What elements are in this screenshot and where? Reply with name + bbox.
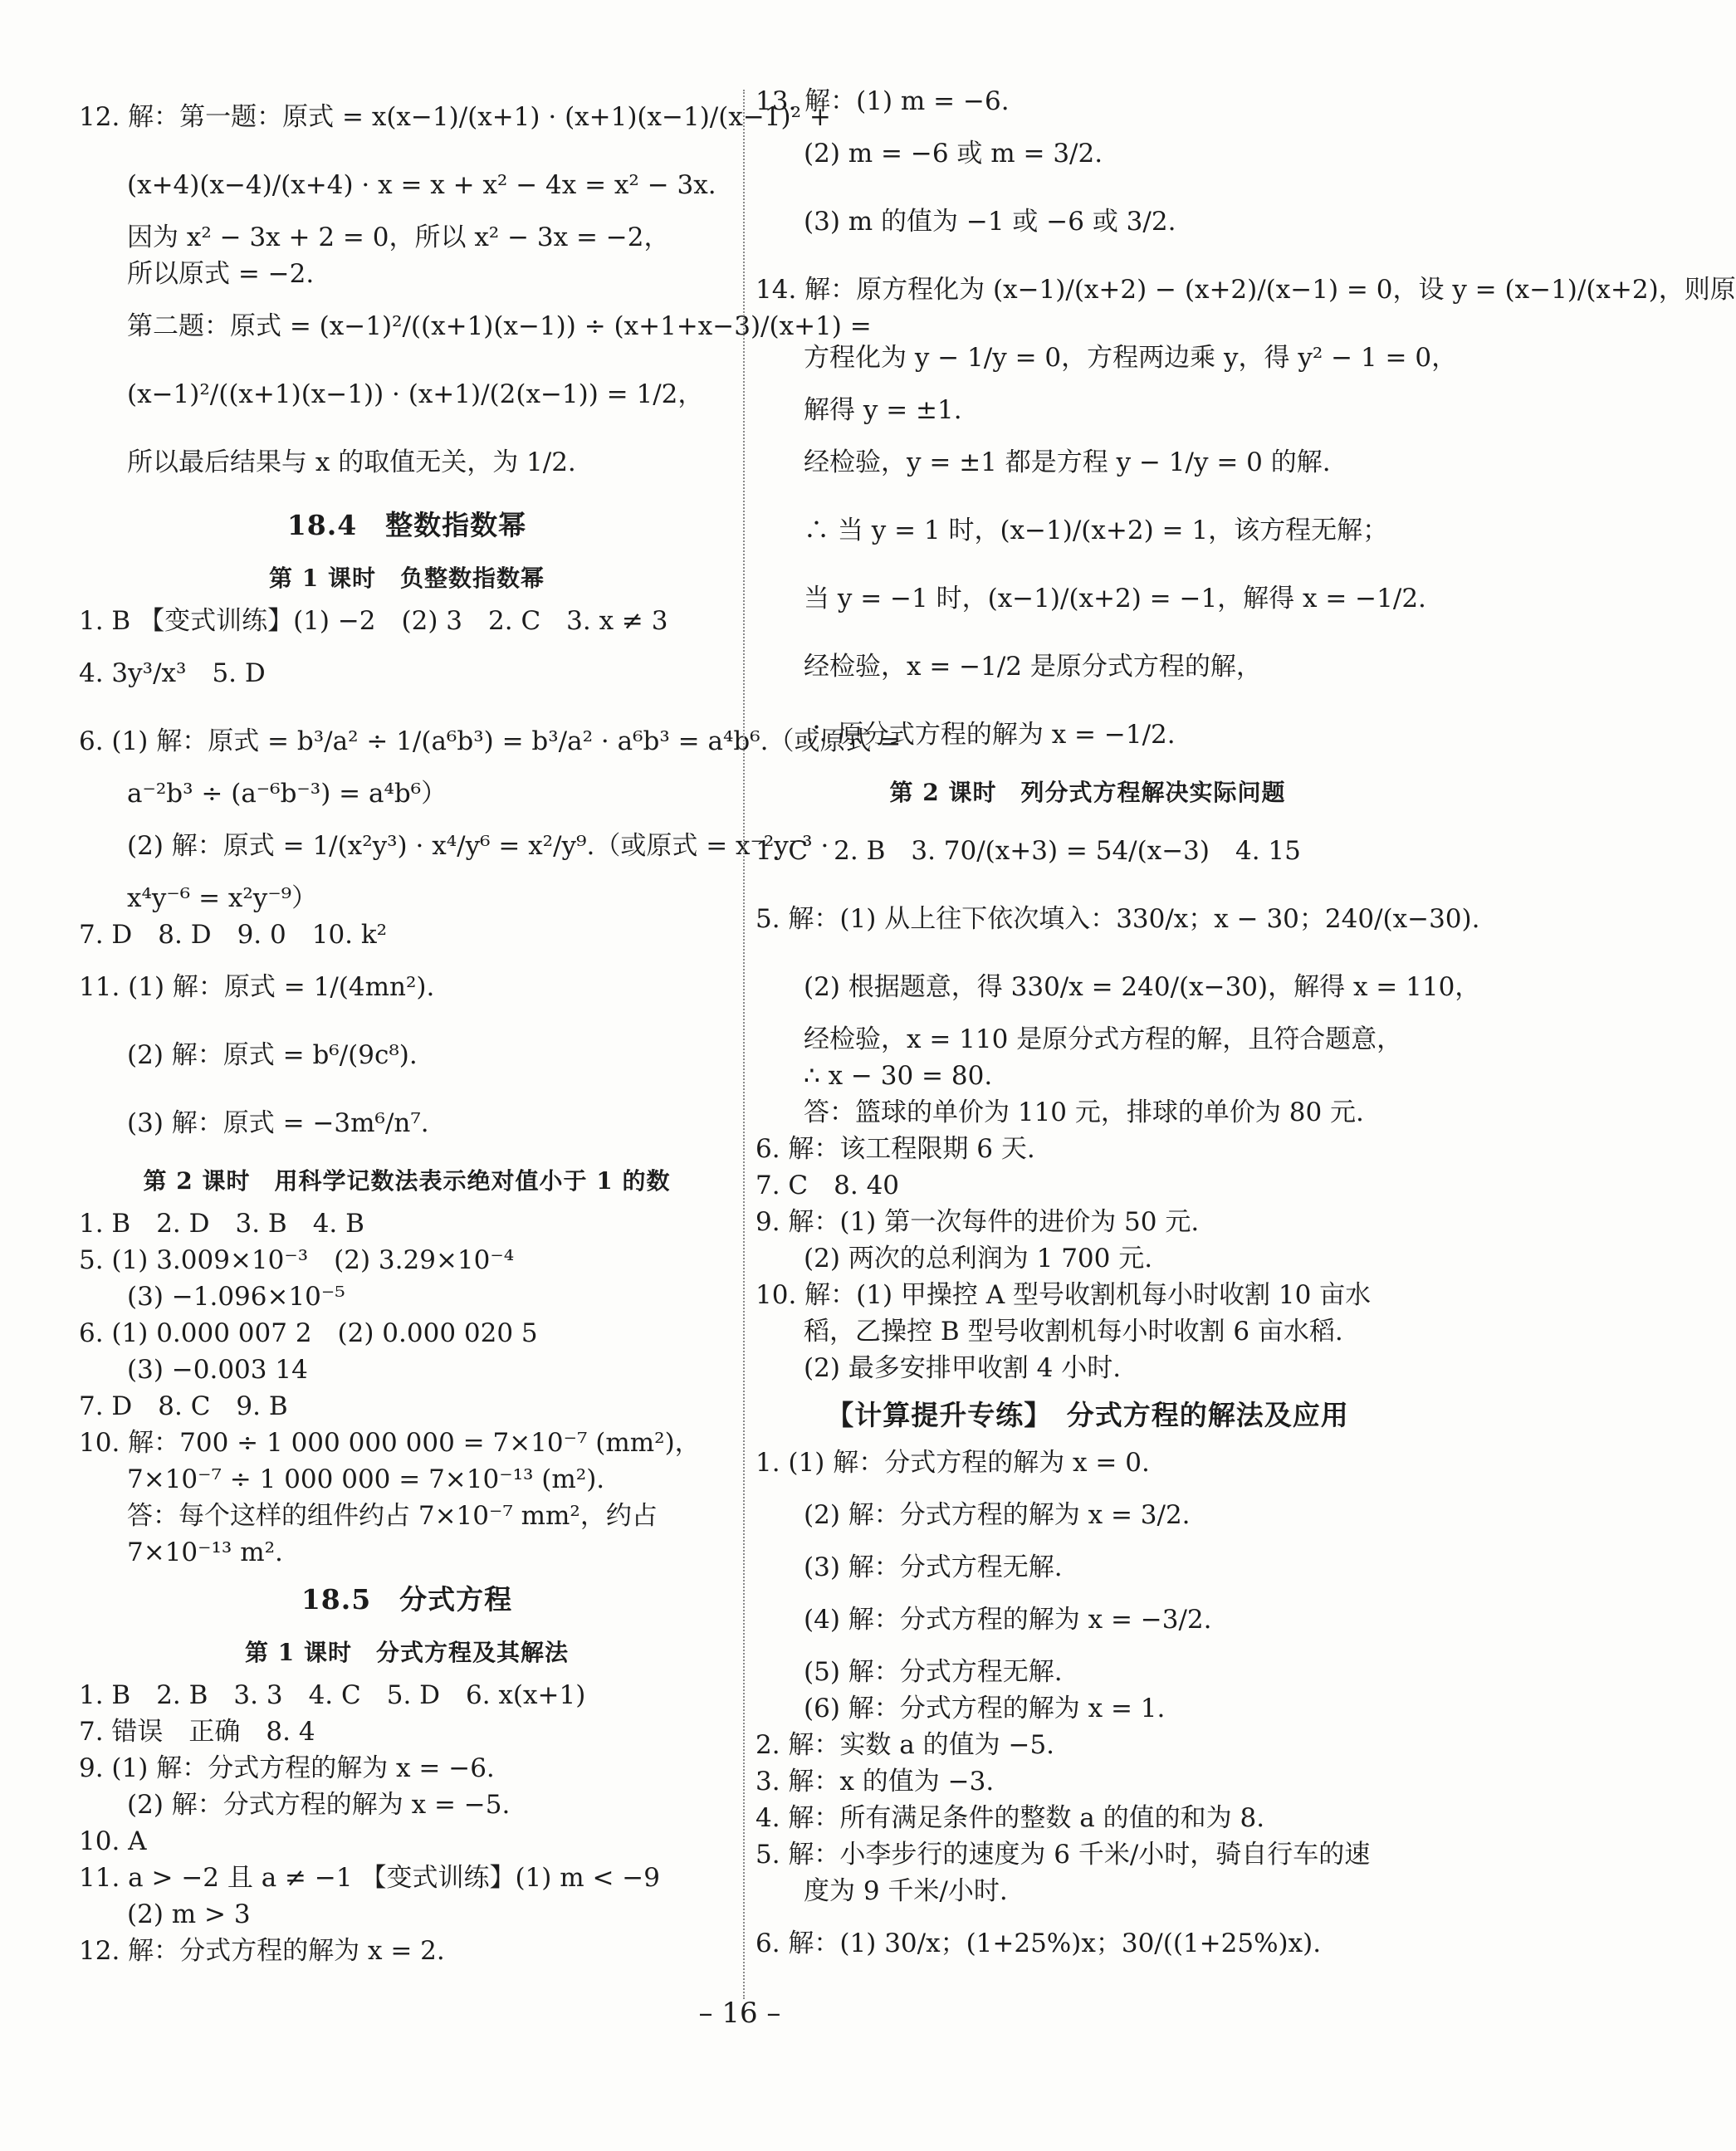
answer-line: (2) 解：原式 = 1/(x²y³) · x⁴/y⁶ = x²/y⁹.（或原式 = x⁻²y⁻³ · — [127, 831, 829, 861]
answer-line: 3. 解：x 的值为 −3. — [756, 1767, 995, 1797]
lesson-heading: 第 1 课时 负整数指数幂 — [269, 565, 545, 592]
answer-line: 11. (1) 解：原式 = 1/(4mn²). — [79, 972, 435, 1002]
answer-line: 经检验，x = 110 是原分式方程的解，且符合题意， — [804, 1024, 1403, 1054]
right-column — [756, 83, 1736, 1977]
answer-line: 1. (1) 解：分式方程的解为 x = 0. — [756, 1448, 1150, 1478]
answer-line: (6) 解：分式方程的解为 x = 1. — [804, 1694, 1166, 1723]
section-heading: 18.5 分式方程 — [301, 1583, 513, 1616]
answer-line: 解得 y = ±1. — [804, 395, 962, 425]
answer-line: 经检验，x = −1/2 是原分式方程的解， — [804, 652, 1262, 682]
page-number: – 16 – — [698, 1997, 781, 2030]
answer-line: (4) 解：分式方程的解为 x = −3/2. — [804, 1605, 1212, 1635]
answer-line: 10. 解：700 ÷ 1 000 000 000 = 7×10⁻⁷ (mm²)， — [79, 1428, 701, 1458]
answer-line: ∴ 原分式方程的解为 x = −1/2. — [804, 720, 1176, 750]
answer-line: 当 y = −1 时，(x−1)/(x+2) = −1，解得 x = −1/2. — [804, 584, 1426, 614]
answer-line: 5. 解：小李步行的速度为 6 千米/小时，骑自行车的速 — [756, 1840, 1371, 1870]
answer-line: (5) 解：分式方程无解. — [804, 1657, 1063, 1687]
answer-line: 2. 解：实数 a 的值为 −5. — [756, 1730, 1055, 1760]
answer-line: 6. (1) 0.000 007 2 (2) 0.000 020 5 — [79, 1318, 538, 1348]
answer-line: 1. C 2. B 3. 70/(x+3) = 54/(x−3) 4. 15 — [756, 836, 1301, 866]
answer-line: 14. 解：原方程化为 (x−1)/(x+2) − (x+2)/(x−1) = 0，设 y = (x−1)/(x+2)，则原 — [756, 275, 1736, 305]
answer-line: (3) −0.003 14 — [127, 1355, 308, 1385]
answer-line: (2) 根据题意，得 330/x = 240/(x−30)，解得 x = 110， — [804, 972, 1481, 1002]
answer-line: x⁴y⁻⁶ = x²y⁻⁹） — [127, 883, 318, 913]
answer-line: 经检验，y = ±1 都是方程 y − 1/y = 0 的解. — [804, 447, 1331, 477]
answer-line: (3) 解：分式方程无解. — [804, 1552, 1063, 1582]
answer-line: 所以最后结果与 x 的取值无关，为 1/2. — [127, 447, 576, 477]
answer-line: 5. 解：(1) 从上往下依次填入：330/x；x − 30；240/(x−30). — [756, 904, 1480, 934]
lesson-heading: 第 1 课时 分式方程及其解法 — [245, 1639, 569, 1666]
answer-line: 7. D 8. C 9. B — [79, 1391, 288, 1421]
answer-line: 1. B 2. D 3. B 4. B — [79, 1209, 364, 1239]
answer-line: 第二题：原式 = (x−1)²/((x+1)(x−1)) ÷ (x+1+x−3)/(x+1) = — [127, 311, 872, 341]
answer-line: 10. 解：(1) 甲操控 A 型号收割机每小时收割 10 亩水 — [756, 1280, 1372, 1310]
answer-line: 10. A — [79, 1826, 147, 1856]
answer-line: 13. 解：(1) m = −6. — [756, 86, 1010, 116]
answer-line: ∴ 当 y = 1 时，(x−1)/(x+2) = 1，该方程无解； — [804, 516, 1389, 545]
answer-line: (2) m > 3 — [127, 1899, 251, 1929]
answer-line: 所以原式 = −2. — [127, 259, 315, 289]
answer-line: 6. (1) 解：原式 = b³/a² ÷ 1/(a⁶b³) = b³/a² · a⁶b³ = a⁴b⁶.（或原式 = — [79, 726, 902, 756]
answer-line: (2) m = −6 或 m = 3/2. — [804, 139, 1103, 169]
answer-line: 1. B 2. B 3. 3 4. C 5. D 6. x(x+1) — [79, 1680, 586, 1710]
answer-line: 因为 x² − 3x + 2 = 0，所以 x² − 3x = −2， — [127, 222, 670, 252]
answer-line: 9. (1) 解：分式方程的解为 x = −6. — [79, 1753, 495, 1783]
answer-line: 6. 解：该工程限期 6 天. — [756, 1134, 1035, 1164]
answer-line: 12. 解：分式方程的解为 x = 2. — [79, 1936, 445, 1966]
answer-line: (2) 解：分式方程的解为 x = −5. — [127, 1790, 511, 1820]
answer-line: 12. 解：第一题：原式 = x(x−1)/(x+1) · (x+1)(x−1)/(x−1)² + — [79, 102, 831, 132]
answer-line: 稻，乙操控 B 型号收割机每小时收割 6 亩水稻. — [804, 1317, 1343, 1347]
answer-line: ∴ x − 30 = 80. — [804, 1061, 993, 1091]
answer-line: (2) 解：原式 = b⁶/(9c⁸). — [127, 1040, 418, 1070]
answer-line: 5. (1) 3.009×10⁻³ (2) 3.29×10⁻⁴ — [79, 1245, 515, 1275]
answer-line: (2) 最多安排甲收割 4 小时. — [804, 1353, 1122, 1383]
section-heading: 【计算提升专练】 分式方程的解法及应用 — [826, 1399, 1349, 1431]
answer-line: (2) 两次的总利润为 1 700 元. — [804, 1244, 1153, 1273]
answer-line: 7×10⁻⁷ ÷ 1 000 000 = 7×10⁻¹³ (m²). — [127, 1464, 605, 1494]
column-divider — [743, 90, 745, 1999]
answer-line: 6. 解：(1) 30/x；(1+25%)x；30/((1+25%)x). — [756, 1929, 1322, 1958]
lesson-heading: 第 2 课时 用科学记数法表示绝对值小于 1 的数 — [143, 1167, 671, 1195]
answer-line: 9. 解：(1) 第一次每件的进价为 50 元. — [756, 1207, 1200, 1237]
section-heading: 18.4 整数指数幂 — [286, 509, 527, 541]
answer-line: (3) 解：原式 = −3m⁶/n⁷. — [127, 1108, 429, 1138]
answer-line: 7×10⁻¹³ m². — [127, 1537, 283, 1567]
answer-line: (x+4)(x−4)/(x+4) · x = x + x² − 4x = x² − 3x. — [127, 170, 716, 200]
answer-line: (3) −1.096×10⁻⁵ — [127, 1282, 345, 1312]
answer-line: 答：每个这样的组件约占 7×10⁻⁷ mm²，约占 — [127, 1501, 658, 1531]
answer-line: 1. B 【变式训练】(1) −2 (2) 3 2. C 3. x ≠ 3 — [79, 606, 668, 636]
answer-line: 答：篮球的单价为 110 元，排球的单价为 80 元. — [804, 1097, 1364, 1127]
answer-line: 7. C 8. 40 — [756, 1171, 900, 1200]
answer-line: 7. D 8. D 9. 0 10. k² — [79, 920, 388, 950]
answer-line: a⁻²b³ ÷ (a⁻⁶b⁻³) = a⁴b⁶） — [127, 779, 447, 809]
answer-line: 方程化为 y − 1/y = 0，方程两边乘 y，得 y² − 1 = 0， — [804, 343, 1458, 373]
answer-line: (2) 解：分式方程的解为 x = 3/2. — [804, 1500, 1191, 1530]
answer-line: 度为 9 千米/小时. — [804, 1876, 1008, 1906]
lesson-heading: 第 2 课时 列分式方程解决实际问题 — [889, 779, 1286, 806]
answer-line: 7. 错误 正确 8. 4 — [79, 1717, 315, 1747]
answer-line: 11. a > −2 且 a ≠ −1 【变式训练】(1) m < −9 — [79, 1863, 660, 1893]
answer-line: (3) m 的值为 −1 或 −6 或 3/2. — [804, 207, 1176, 237]
answer-line: 4. 3y³/x³ 5. D — [79, 658, 266, 688]
answer-line: 4. 解：所有满足条件的整数 a 的值的和为 8. — [756, 1803, 1265, 1833]
answer-line: (x−1)²/((x+1)(x−1)) · (x+1)/(2(x−1)) = 1/2， — [127, 379, 704, 409]
